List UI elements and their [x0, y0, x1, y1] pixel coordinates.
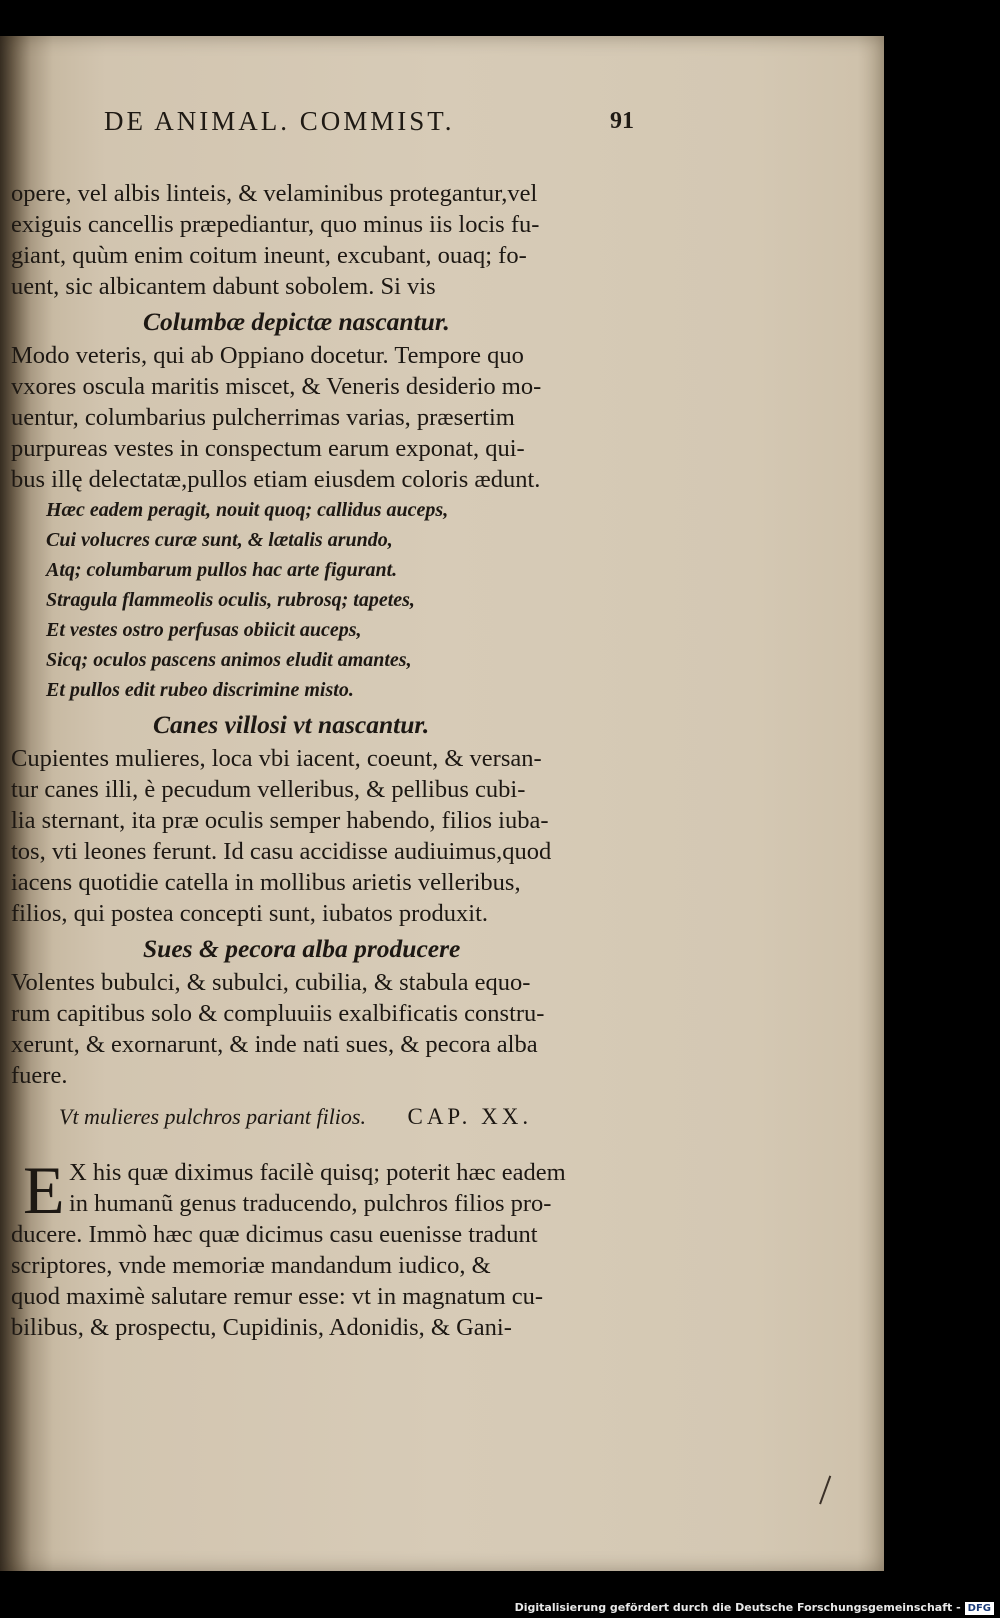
section-heading-canes: Canes villosi vt nascantur.: [153, 710, 430, 739]
chapter-opening: [11, 1152, 646, 1228]
running-title: DE ANIMAL. COMMIST.: [104, 106, 455, 136]
dfg-logo-icon: DFG: [965, 1602, 994, 1615]
text-line: uent, sic albicantem dabunt sobolem. Si vis: [11, 273, 436, 300]
text-line: vxores oscula maritis miscet, & Veneris desiderio mo-: [11, 373, 542, 400]
verse-line: Stragula flammeolis oculis, rubrosq; tapetes,: [46, 589, 415, 611]
text-line: fuere.: [11, 1062, 68, 1089]
text-line: giant, quùm enim coitum ineunt, excubant, ouaq; fo-: [11, 242, 527, 269]
verse-line: Et pullos edit rubeo discrimine misto.: [46, 679, 354, 701]
text-line: uentur, columbarius pulcherrimas varias, præsertim: [11, 404, 515, 431]
chapter-heading: [11, 1095, 646, 1141]
footer-text: Digitalisierung gefördert durch die Deutsche Forschungsgemeinschaft -: [514, 1601, 961, 1614]
page-text: [11, 178, 646, 1343]
text-line: quod maximè salutare remur esse: vt in magnatum cu-: [11, 1283, 544, 1310]
text-line: iacens quotidie catella in mollibus arietis velleribus,: [11, 869, 521, 896]
book-page: [0, 36, 884, 1571]
text-line: exiguis cancellis præpediantur, quo minus iis locis fu-: [11, 211, 540, 238]
text-line: Cupientes mulieres, loca vbi iacent, coeunt, & versan-: [11, 745, 542, 772]
chapter-label: CAP. XX.: [407, 1104, 533, 1129]
text-line: tos, vti leones ferunt. Id casu accidisse audiuimus,quod: [11, 838, 552, 865]
text-line: bus illę delectatæ,pullos etiam eiusdem coloris ædunt.: [11, 466, 541, 493]
text-line: scriptores, vnde memoriæ mandandum iudico, &: [11, 1252, 491, 1279]
verse-line: Hæc eadem peragit, nouit quoq; callidus auceps,: [46, 499, 449, 521]
drop-cap: E: [23, 1152, 65, 1228]
verse-line: Et vestes ostro perfusas obiicit auceps,: [46, 619, 362, 641]
section-heading-sues: Sues & pecora alba producere: [143, 934, 461, 963]
text-line: lia sternant, ita præ oculis semper habendo, filios iuba-: [11, 807, 549, 834]
text-line: tur canes illi, è pecudum velleribus, & pellibus cubi-: [11, 776, 526, 803]
text-line: opere, vel albis linteis, & velaminibus protegantur,vel: [11, 180, 538, 207]
text-line: Modo veteris, qui ab Oppiano docetur. Tempore quo: [11, 342, 524, 369]
text-line: purpureas vestes in conspectum earum exponat, qui-: [11, 435, 525, 462]
chapter-title: Vt mulieres pulchros pariant filios.: [59, 1104, 366, 1129]
text-line: in humanũ genus traducendo, pulchros filios pro-: [69, 1190, 552, 1217]
page-number: 91: [610, 108, 634, 134]
text-line: ducere. Immò hæc quæ dicimus casu euenisse tradunt: [11, 1221, 538, 1248]
page-header: [104, 106, 634, 140]
verse-line: Atq; columbarum pullos hac arte figurant.: [46, 559, 398, 581]
digitization-footer: [515, 1598, 994, 1618]
verse-line: Cui volucres curæ sunt, & lætalis arundo,: [46, 529, 393, 551]
text-line: rum capitibus solo & compluuiis exalbificatis constru-: [11, 1000, 545, 1027]
text-line: X his quæ diximus facilè quisq; poterit hæc eadem: [69, 1159, 566, 1186]
text-line: Volentes bubulci, & subulci, cubilia, & stabula equo-: [11, 969, 531, 996]
text-line: filios, qui postea concepti sunt, iubatos produxit.: [11, 900, 489, 927]
section-heading-columbae: Columbæ depictæ nascantur.: [143, 307, 450, 336]
text-line: bilibus, & prospectu, Cupidinis, Adonidis, & Gani-: [11, 1314, 512, 1341]
text-line: xerunt, & exornarunt, & inde nati sues, & pecora alba: [11, 1031, 538, 1058]
verse-line: Sicq; oculos pascens animos eludit amantes,: [46, 649, 412, 671]
